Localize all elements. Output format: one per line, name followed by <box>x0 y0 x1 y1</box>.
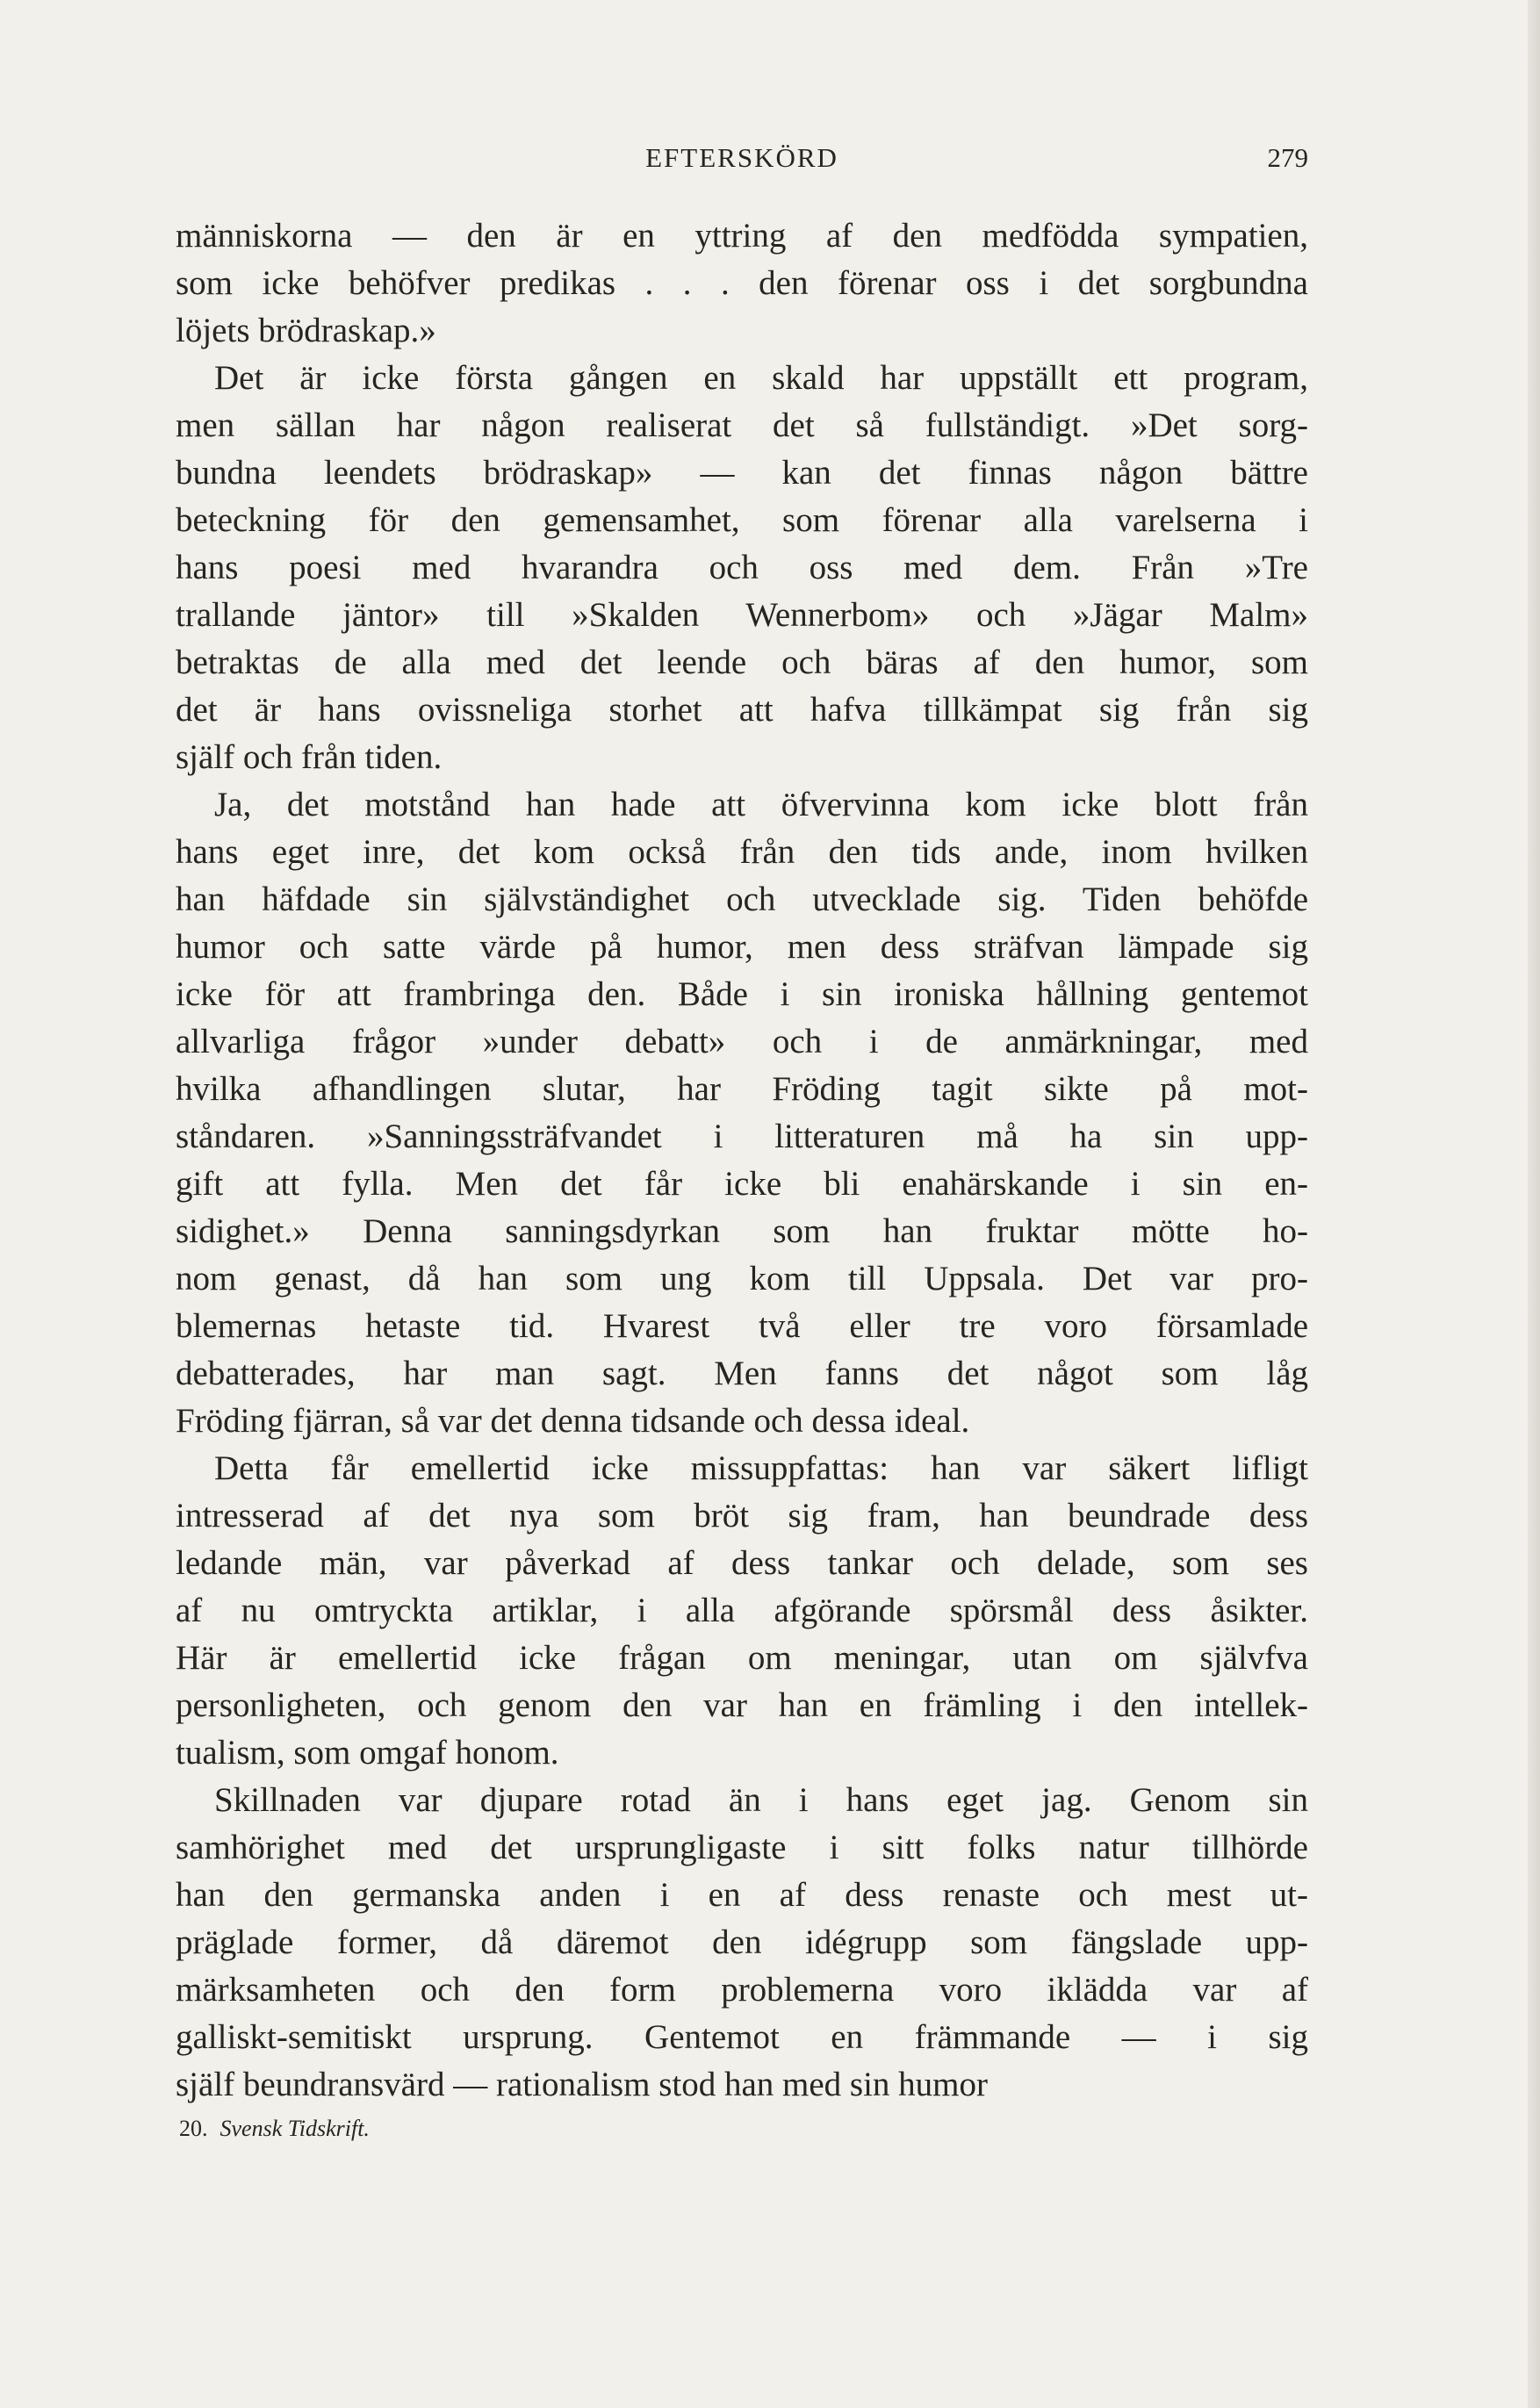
text-line: bundna leendets brödraskap» — kan det finnas någon bättre <box>176 454 1308 492</box>
page-header <box>176 140 1308 193</box>
text-line: själf beundransvärd — rationalism stod han med sin humor <box>176 2066 988 2103</box>
paragraph <box>176 212 1308 355</box>
text-line: präglade former, då däremot den idégrupp som fängslade upp- <box>176 1923 1308 1961</box>
text-line: sidighet.» Denna sanningsdyrkan som han fruktar mötte ho- <box>176 1212 1308 1250</box>
text-line: Ja, det motstånd han hade att öfvervinna kom icke blott från <box>214 786 1308 823</box>
text-line: nom genast, då han som ung kom till Uppsala. Det var pro- <box>176 1260 1308 1297</box>
text-line: tualism, som omgaf honom. <box>176 1734 559 1772</box>
text-line: märksamheten och den form problemerna voro iklädda var af <box>176 1971 1308 2009</box>
running-title: EFTERSKÖRD <box>645 142 838 173</box>
text-line: han häfdade sin självständighet och utvecklade sig. Tiden behöfde <box>176 881 1308 918</box>
text-line: galliskt-semitiskt ursprung. Gentemot en främmande — i sig <box>176 2018 1308 2056</box>
text-line: af nu omtryckta artiklar, i alla afgörande spörsmål dess åsikter. <box>176 1592 1308 1629</box>
text-line: icke för att frambringa den. Både i sin ironiska hållning gentemot <box>176 975 1308 1013</box>
text-line: löjets brödraskap.» <box>176 312 436 349</box>
text-line: samhörighet med det ursprungligaste i sitt folks natur tillhörde <box>176 1829 1308 1866</box>
signature-number: 20. <box>179 2116 208 2141</box>
text-line: blemernas hetaste tid. Hvarest två eller tre voro församlade <box>176 1307 1308 1345</box>
paragraph <box>176 355 1308 781</box>
text-line: det är hans ovissneliga storhet att hafva tillkämpat sig från sig <box>176 691 1308 729</box>
page-edge-shadow <box>1528 0 1540 2408</box>
paragraph <box>176 1777 1308 2109</box>
text-line: betraktas de alla med det leende och bäras af den humor, som <box>176 643 1308 681</box>
text-line: beteckning för den gemensamhet, som förenar alla varelserna i <box>176 501 1308 539</box>
paragraph <box>176 781 1308 1445</box>
paragraph <box>176 1445 1308 1777</box>
text-line: Fröding fjärran, så var det denna tidsande och dessa ideal. <box>176 1402 970 1440</box>
text-line: Detta får emellertid icke missuppfattas: han var säkert lifligt <box>214 1449 1308 1487</box>
printer-signature <box>179 2114 370 2144</box>
text-line: ledande män, var påverkad af dess tankar och delade, som ses <box>176 1544 1308 1582</box>
text-line: hvilka afhandlingen slutar, har Fröding tagit sikte på mot- <box>176 1070 1308 1108</box>
text-line: intresserad af det nya som bröt sig fram, han beundrade dess <box>176 1497 1308 1535</box>
text-line: Det är icke första gången en skald har uppställt ett program, <box>214 359 1308 397</box>
text-line: allvarliga frågor »under debatt» och i de anmärkningar, med <box>176 1023 1308 1060</box>
text-line: Här är emellertid icke frågan om meningar, utan om självfva <box>176 1639 1308 1677</box>
text-line: som icke behöfver predikas . . . den förenar oss i det sorgbundna <box>176 264 1308 302</box>
text-line: hans poesi med hvarandra och oss med dem. Från »Tre <box>176 549 1308 586</box>
text-line: människorna — den är en yttring af den medfödda sympatien, <box>176 217 1308 255</box>
text-line: debatterades, har man sagt. Men fanns det något som låg <box>176 1355 1308 1392</box>
text-line: ståndaren. »Sanningssträfvandet i litteraturen må ha sin upp- <box>176 1118 1308 1155</box>
text-line: humor och satte värde på humor, men dess sträfvan lämpade sig <box>176 928 1308 966</box>
text-line: trallande jäntor» till »Skalden Wennerbom» och »Jägar Malm» <box>176 596 1308 634</box>
signature-title: Svensk Tidskrift. <box>219 2116 370 2141</box>
page-number: 279 <box>1267 142 1308 173</box>
text-line: han den germanska anden i en af dess renaste och mest ut- <box>176 1876 1308 1914</box>
body-text <box>176 212 1308 2109</box>
text-line: gift att fylla. Men det får icke bli enahärskande i sin en- <box>176 1165 1308 1203</box>
text-line: men sällan har någon realiserat det så fullständigt. »Det sorg- <box>176 406 1308 444</box>
text-line: hans eget inre, det kom också från den tids ande, inom hvilken <box>176 833 1308 871</box>
text-line: själf och från tiden. <box>176 738 443 776</box>
text-line: personligheten, och genom den var han en främling i den intellek- <box>176 1686 1308 1724</box>
text-line: Skillnaden var djupare rotad än i hans eget jag. Genom sin <box>214 1781 1308 1819</box>
